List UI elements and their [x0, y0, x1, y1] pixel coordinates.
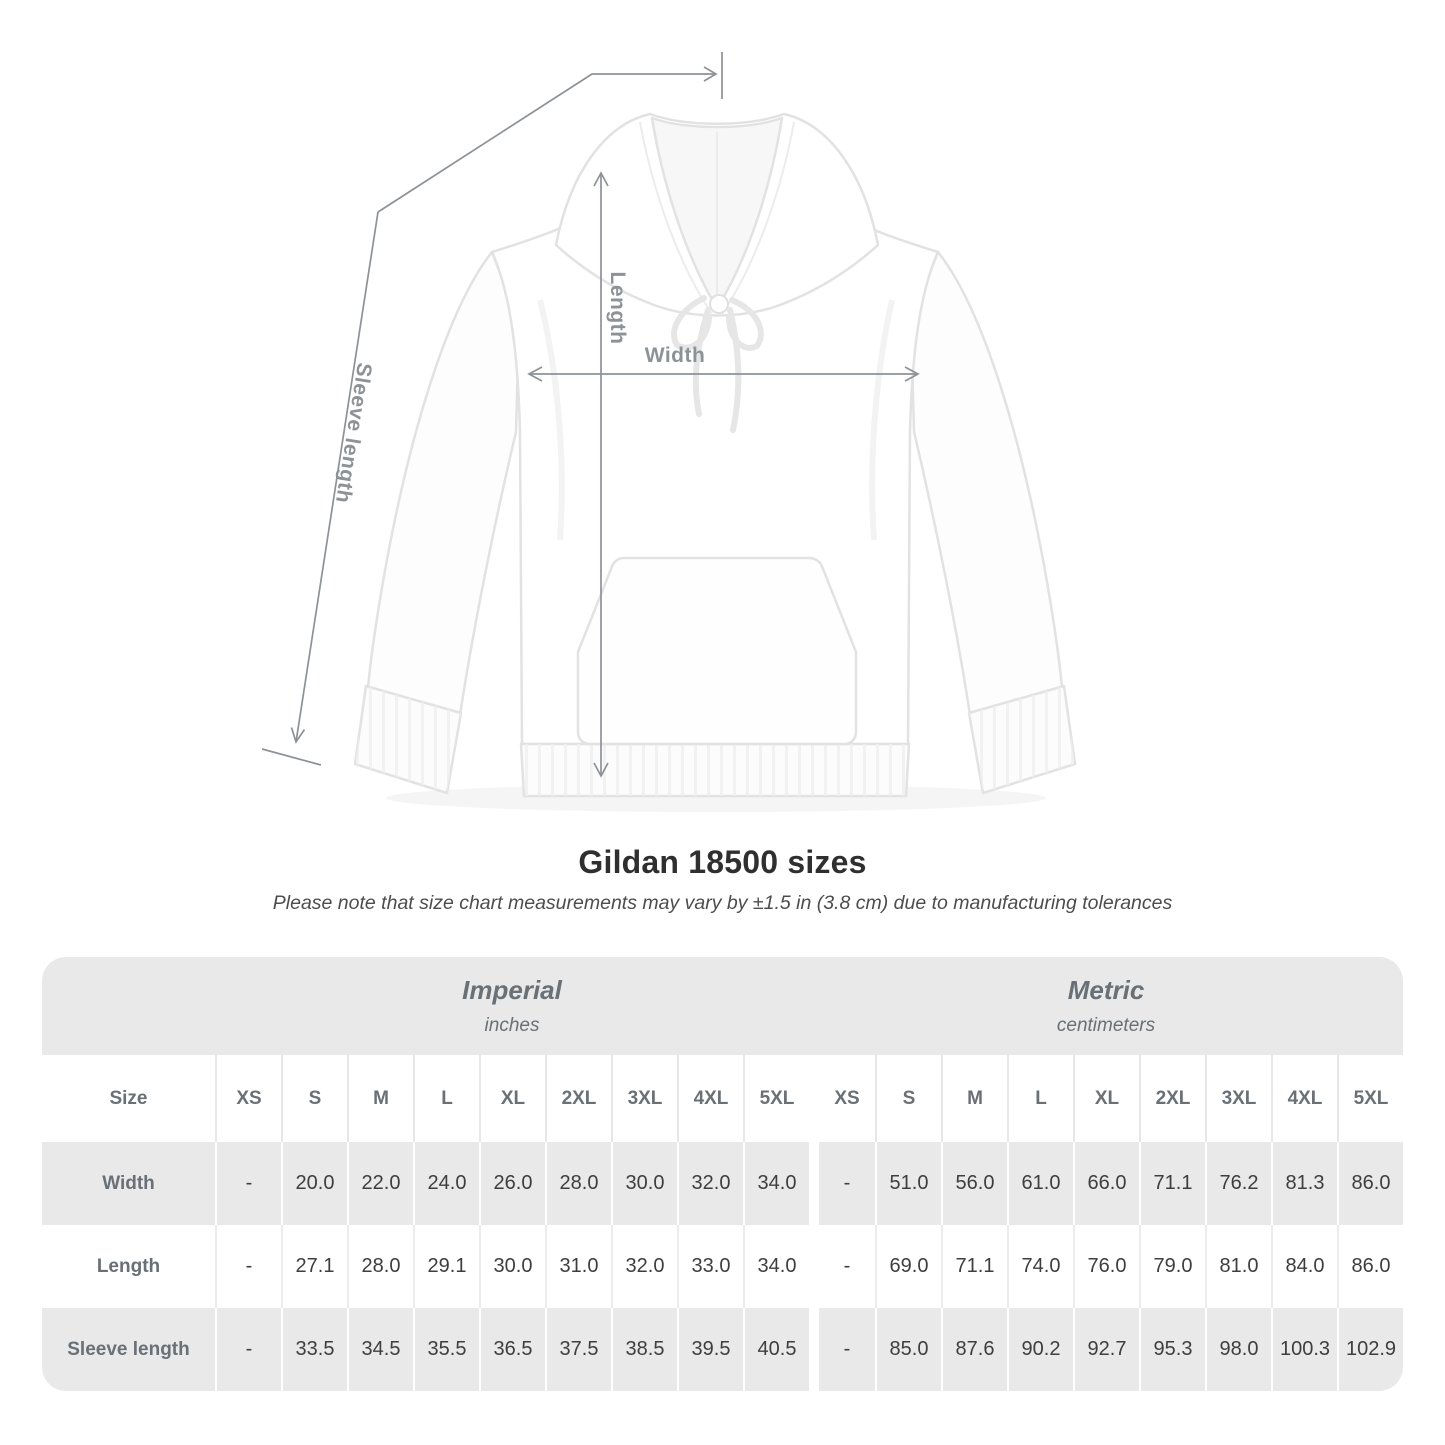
sleeve-length-measure-label: Sleeve length	[330, 361, 376, 505]
sleeve-imperial-cell: 33.5	[281, 1308, 347, 1391]
page-title: Gildan 18500 sizes	[578, 844, 867, 880]
row-label-sleeve-length: Sleeve length	[42, 1308, 215, 1391]
size-header-imperial: L	[413, 1055, 479, 1142]
sleeve-imperial-cell: 39.5	[677, 1308, 743, 1391]
size-header-imperial: XS	[215, 1055, 281, 1142]
length-metric-cell: 74.0	[1007, 1225, 1073, 1308]
sleeve-imperial-cell: 40.5	[743, 1308, 809, 1391]
length-metric-cell: 84.0	[1271, 1225, 1337, 1308]
width-metric-cell: 86.0	[1337, 1142, 1403, 1225]
hoodie-illustration	[355, 114, 1075, 796]
sleeve-metric-cell: 90.2	[1007, 1308, 1073, 1391]
width-metric-cell: 66.0	[1073, 1142, 1139, 1225]
width-imperial-cell: 24.0	[413, 1142, 479, 1225]
length-metric-cell: 79.0	[1139, 1225, 1205, 1308]
length-metric-cell: 69.0	[875, 1225, 941, 1308]
imperial-section-header	[215, 957, 809, 1055]
width-imperial-cell: 22.0	[347, 1142, 413, 1225]
sleeve-imperial-cell: 38.5	[611, 1308, 677, 1391]
size-header-imperial: 5XL	[743, 1055, 809, 1142]
length-imperial-cell: 30.0	[479, 1225, 545, 1308]
length-imperial-cell: 27.1	[281, 1225, 347, 1308]
sleeve-imperial-cell: 37.5	[545, 1308, 611, 1391]
sleeve-metric-cell: -	[809, 1308, 875, 1391]
band-corner	[42, 957, 215, 1055]
row-label-length: Length	[42, 1225, 215, 1308]
width-metric-cell: 71.1	[1139, 1142, 1205, 1225]
size-column-header: Size	[42, 1055, 215, 1142]
sleeve-metric-cell: 98.0	[1205, 1308, 1271, 1391]
length-metric-cell: -	[809, 1225, 875, 1308]
sleeve-metric-cell: 85.0	[875, 1308, 941, 1391]
sleeve-metric-cell: 102.9	[1337, 1308, 1403, 1391]
width-metric-cell: 81.3	[1271, 1142, 1337, 1225]
size-chart-table	[42, 957, 1403, 1391]
width-metric-cell: 61.0	[1007, 1142, 1073, 1225]
length-metric-cell: 71.1	[941, 1225, 1007, 1308]
width-imperial-cell: 32.0	[677, 1142, 743, 1225]
size-header-metric: L	[1007, 1055, 1073, 1142]
width-imperial-cell: 30.0	[611, 1142, 677, 1225]
metric-title: Metric	[1067, 975, 1145, 1005]
width-metric-cell: -	[809, 1142, 875, 1225]
length-metric-cell: 81.0	[1205, 1225, 1271, 1308]
width-imperial-cell: 28.0	[545, 1142, 611, 1225]
sleeve-metric-cell: 87.6	[941, 1308, 1007, 1391]
size-header-imperial: XL	[479, 1055, 545, 1142]
sleeve-metric-cell: 92.7	[1073, 1308, 1139, 1391]
imperial-unit: inches	[484, 1015, 540, 1036]
length-imperial-cell: 32.0	[611, 1225, 677, 1308]
length-imperial-cell: 31.0	[545, 1225, 611, 1308]
length-imperial-cell: 33.0	[677, 1225, 743, 1308]
size-header-metric: XS	[809, 1055, 875, 1142]
size-header-metric: 4XL	[1271, 1055, 1337, 1142]
length-imperial-cell: -	[215, 1225, 281, 1308]
width-metric-cell: 56.0	[941, 1142, 1007, 1225]
size-header-metric: 2XL	[1139, 1055, 1205, 1142]
width-metric-cell: 51.0	[875, 1142, 941, 1225]
metric-section-header	[809, 957, 1403, 1055]
size-header-metric: 5XL	[1337, 1055, 1403, 1142]
width-measure-label: Width	[644, 344, 706, 367]
length-metric-cell: 86.0	[1337, 1225, 1403, 1308]
sleeve-imperial-cell: 35.5	[413, 1308, 479, 1391]
tolerance-note: Please note that size chart measurements may vary by ±1.5 in (3.8 cm) due to manufacturing tolerances	[272, 892, 1173, 914]
imperial-title: Imperial	[462, 975, 562, 1005]
sleeve-imperial-cell: 34.5	[347, 1308, 413, 1391]
sleeve-metric-cell: 95.3	[1139, 1308, 1205, 1391]
width-imperial-cell: -	[215, 1142, 281, 1225]
size-header-imperial: S	[281, 1055, 347, 1142]
length-imperial-cell: 34.0	[743, 1225, 809, 1308]
size-header-imperial: M	[347, 1055, 413, 1142]
length-imperial-cell: 29.1	[413, 1225, 479, 1308]
length-imperial-cell: 28.0	[347, 1225, 413, 1308]
size-header-metric: XL	[1073, 1055, 1139, 1142]
length-metric-cell: 76.0	[1073, 1225, 1139, 1308]
size-header-metric: S	[875, 1055, 941, 1142]
width-imperial-cell: 26.0	[479, 1142, 545, 1225]
sleeve-imperial-cell: -	[215, 1308, 281, 1391]
length-measure-label: Length	[606, 271, 629, 345]
width-metric-cell: 76.2	[1205, 1142, 1271, 1225]
size-header-imperial: 3XL	[611, 1055, 677, 1142]
size-header-metric: 3XL	[1205, 1055, 1271, 1142]
sleeve-metric-cell: 100.3	[1271, 1308, 1337, 1391]
size-header-metric: M	[941, 1055, 1007, 1142]
width-imperial-cell: 20.0	[281, 1142, 347, 1225]
size-header-imperial: 4XL	[677, 1055, 743, 1142]
width-imperial-cell: 34.0	[743, 1142, 809, 1225]
sleeve-imperial-cell: 36.5	[479, 1308, 545, 1391]
size-header-imperial: 2XL	[545, 1055, 611, 1142]
row-label-width: Width	[42, 1142, 215, 1225]
metric-unit: centimeters	[1056, 1015, 1156, 1036]
